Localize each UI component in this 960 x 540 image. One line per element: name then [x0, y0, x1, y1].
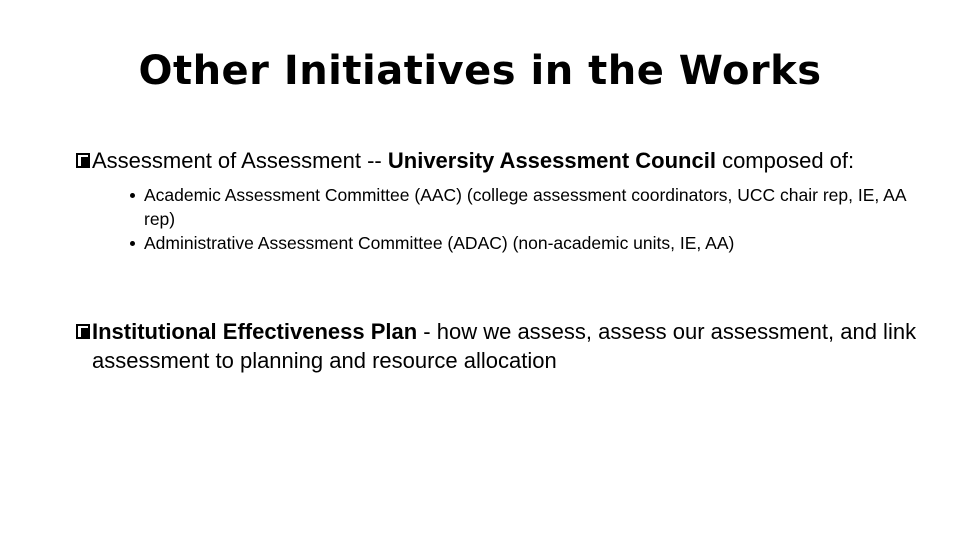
- sub-bullet-aac: [130, 183, 936, 231]
- checkbox-bullet-icon: [76, 324, 90, 339]
- sub-bullet-text: Academic Assessment Committee (AAC) (college assessment coordinators, UCC chair rep, IE, AA rep): [144, 185, 906, 229]
- checkbox-bullet-icon: [76, 153, 90, 168]
- sub-bullet-adac: [130, 231, 936, 255]
- bullet-dot-icon: [130, 193, 135, 198]
- slide-content: [76, 146, 936, 375]
- bullet-text-plain: Assessment of Assessment --: [92, 148, 388, 173]
- slide-title: Other Initiatives in the Works: [138, 48, 822, 94]
- bullet-ie-plan: [76, 317, 936, 375]
- sub-bullet-list: [130, 183, 936, 255]
- spacer: [76, 277, 936, 317]
- bullet-text-after: - how we assess, assess our assessment, and link assessment to planning and resource allocation: [92, 319, 917, 373]
- bullet-text-after: composed of:: [715, 148, 855, 173]
- bullet-text-bold: Institutional Effectiveness Plan: [92, 319, 418, 344]
- bullet-text-bold: University Assessment Council: [387, 148, 716, 173]
- bullet-assessment-council: [76, 146, 936, 255]
- sub-bullet-text: Administrative Assessment Committee (ADAC) (non-academic units, IE, AA): [144, 233, 735, 253]
- bullet-dot-icon: [130, 241, 135, 246]
